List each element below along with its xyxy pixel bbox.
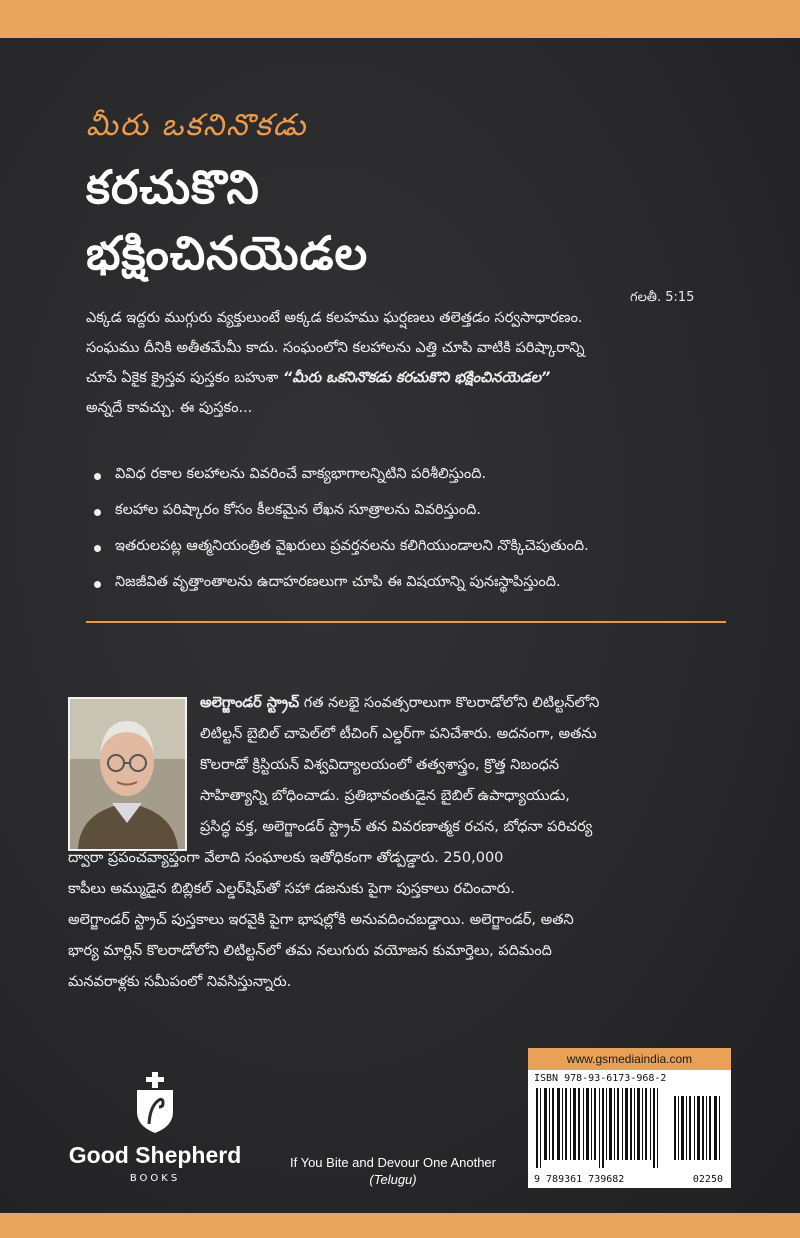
publisher-url: www.gsmediaindia.com xyxy=(528,1048,731,1070)
publisher-logo xyxy=(60,1072,250,1184)
author-bio-line-4: సాహిత్యాన్ని బోధించాడు. ప్రతిభావంతుడైన బైబిల్ ఉపాధ్యాయుడు, xyxy=(200,788,570,804)
author-bio-line-10: మనవరాళ్లకు సమీపంలో నివసిస్తున్నారు. xyxy=(68,974,292,990)
intro-line-3: చూపే ఏకైక క్రైస్తవ పుస్తకం బహుశా “మీరు ఒకనినొకడు కరచుకొని భక్షించినయెడల” xyxy=(86,370,551,386)
bullet-icon xyxy=(94,581,101,588)
author-bio-line-3: కొలరాడో క్రిస్టియన్ విశ్వవిద్యాలయంలో తత్వశాస్త్రం, క్రొత్త నిబంధన xyxy=(200,757,560,773)
list-item: కలహాల పరిష్కారం కోసం కీలకమైన లేఖన సూత్రాలను వివరిస్తుంది. xyxy=(86,494,726,530)
cover-subtitle: మీరు ఒకనినొకడు xyxy=(86,108,308,143)
author-bio-line-8: అలెగ్జాండర్ స్ట్రాచ్ పుస్తకాలు ఇరవైకి పైగా భాషల్లోకి అనువదించబడ్డాయి. అలెగ్జాండర్, అతని xyxy=(68,912,574,928)
english-title-language: (Telugu) xyxy=(369,1172,417,1187)
isbn-label: ISBN 978-93-6173-968-2 xyxy=(534,1073,667,1084)
shepherd-cross-icon xyxy=(133,1072,177,1134)
section-divider xyxy=(86,621,726,623)
author-name: అలెగ్జాండర్ స్ట్రాచ్ xyxy=(200,695,300,711)
author-bio-line-7: కాపీలు అమ్ముడైన బిబ్లికల్ ఎల్డర్‌షిప్‌తో సహా డజనుకు పైగా పుస్తకాలు రచించారు. xyxy=(68,881,515,897)
barcode-panel xyxy=(528,1048,731,1188)
barcode-bars-icon xyxy=(534,1088,726,1168)
author-photo xyxy=(68,697,187,851)
list-item: నిజజీవిత వృత్తాంతాలను ఉదాహరణలుగా చూపి ఈ విషయాన్ని పునఃస్థాపిస్తుంది. xyxy=(86,566,726,602)
author-bio-line-5: ప్రసిద్ధ వక్త, అలెగ్జాండర్ స్ట్రాచ్ తన వివరణాత్మక రచన, బోధనా పరిచర్య xyxy=(200,819,593,835)
author-bio-bottom xyxy=(68,843,733,998)
author-bio-line-9: భార్య మార్లిన్ కొలరాడోలోని లిటిల్టన్‌లో తమ నలుగురు వయోజన కుమార్తెలు, పదిమంది xyxy=(68,943,552,959)
author-bio-top xyxy=(200,688,730,843)
intro-line-1: ఎక్కడ ఇద్దరు ముగ్గురు వ్యక్తులుంటే అక్కడ కలహము ఘర్షణలు తలెత్తడం సర్వసాధారణం. xyxy=(86,310,583,326)
bullet-icon xyxy=(94,473,101,480)
barcode-digits: 9 789361 739682 xyxy=(534,1174,625,1185)
author-bio-line-2: లిటిల్టన్ బైబిల్ చాపెల్‌లో టీచింగ్ ఎల్డర్‌గా పనిచేశారు. అదనంగా, అతను xyxy=(200,726,597,742)
back-cover xyxy=(0,38,800,1213)
publisher-sub: BOOKS xyxy=(129,1173,181,1184)
publisher-name: Good Shepherd xyxy=(68,1142,242,1168)
cover-title-line1: కరచుకొని xyxy=(86,160,260,214)
author-bio-line-1: అలెగ్జాండర్ స్ట్రాచ్ గత నలభై సంవత్సరాలుగా కొలరాడోలోని లిటిల్టన్‌లోని xyxy=(200,695,600,711)
author-portrait-icon xyxy=(70,699,185,849)
list-item: వివిధ రకాల కలహాలను వివరించే వాక్యభాగాలన్నిటిని పరిశీలిస్తుంది. xyxy=(86,458,726,494)
intro-line-4: అన్నదే కావచ్చు. ఈ పుస్తకం... xyxy=(86,400,253,416)
bullet-icon xyxy=(94,509,101,516)
feature-list xyxy=(86,458,726,602)
scripture-reference: గలతీ. 5:15 xyxy=(630,290,695,305)
english-title xyxy=(268,1154,518,1188)
intro-line-2: సంఘము దీనికి అతీతమేమీ కాదు. సంఘంలోని కలహాలను ఎత్తి చూపి వాటికి పరిష్కారాన్ని xyxy=(86,340,585,356)
barcode-area xyxy=(528,1070,731,1188)
cover-title-line2: భక్షించినయెడల xyxy=(86,226,369,280)
intro-paragraph xyxy=(86,303,731,423)
english-title-main: If You Bite and Devour One Another xyxy=(290,1155,496,1170)
list-item: ఇతరులపట్ల ఆత్మనియంత్రిత వైఖరులు ప్రవర్తనలను కలిగియుండాలని నొక్కిచెపుతుంది. xyxy=(86,530,726,566)
author-bio-line-6: ద్వారా ప్రపంచవ్యాప్తంగా వేలాది సంఘాలకు ఇతోధికంగా తోడ్పడ్డారు. 250,000 xyxy=(68,850,504,866)
bullet-icon xyxy=(94,545,101,552)
book-title-emphasis: “మీరు ఒకనినొకడు కరచుకొని భక్షించినయెడల” xyxy=(282,370,551,386)
barcode-addon: 02250 xyxy=(692,1174,723,1185)
